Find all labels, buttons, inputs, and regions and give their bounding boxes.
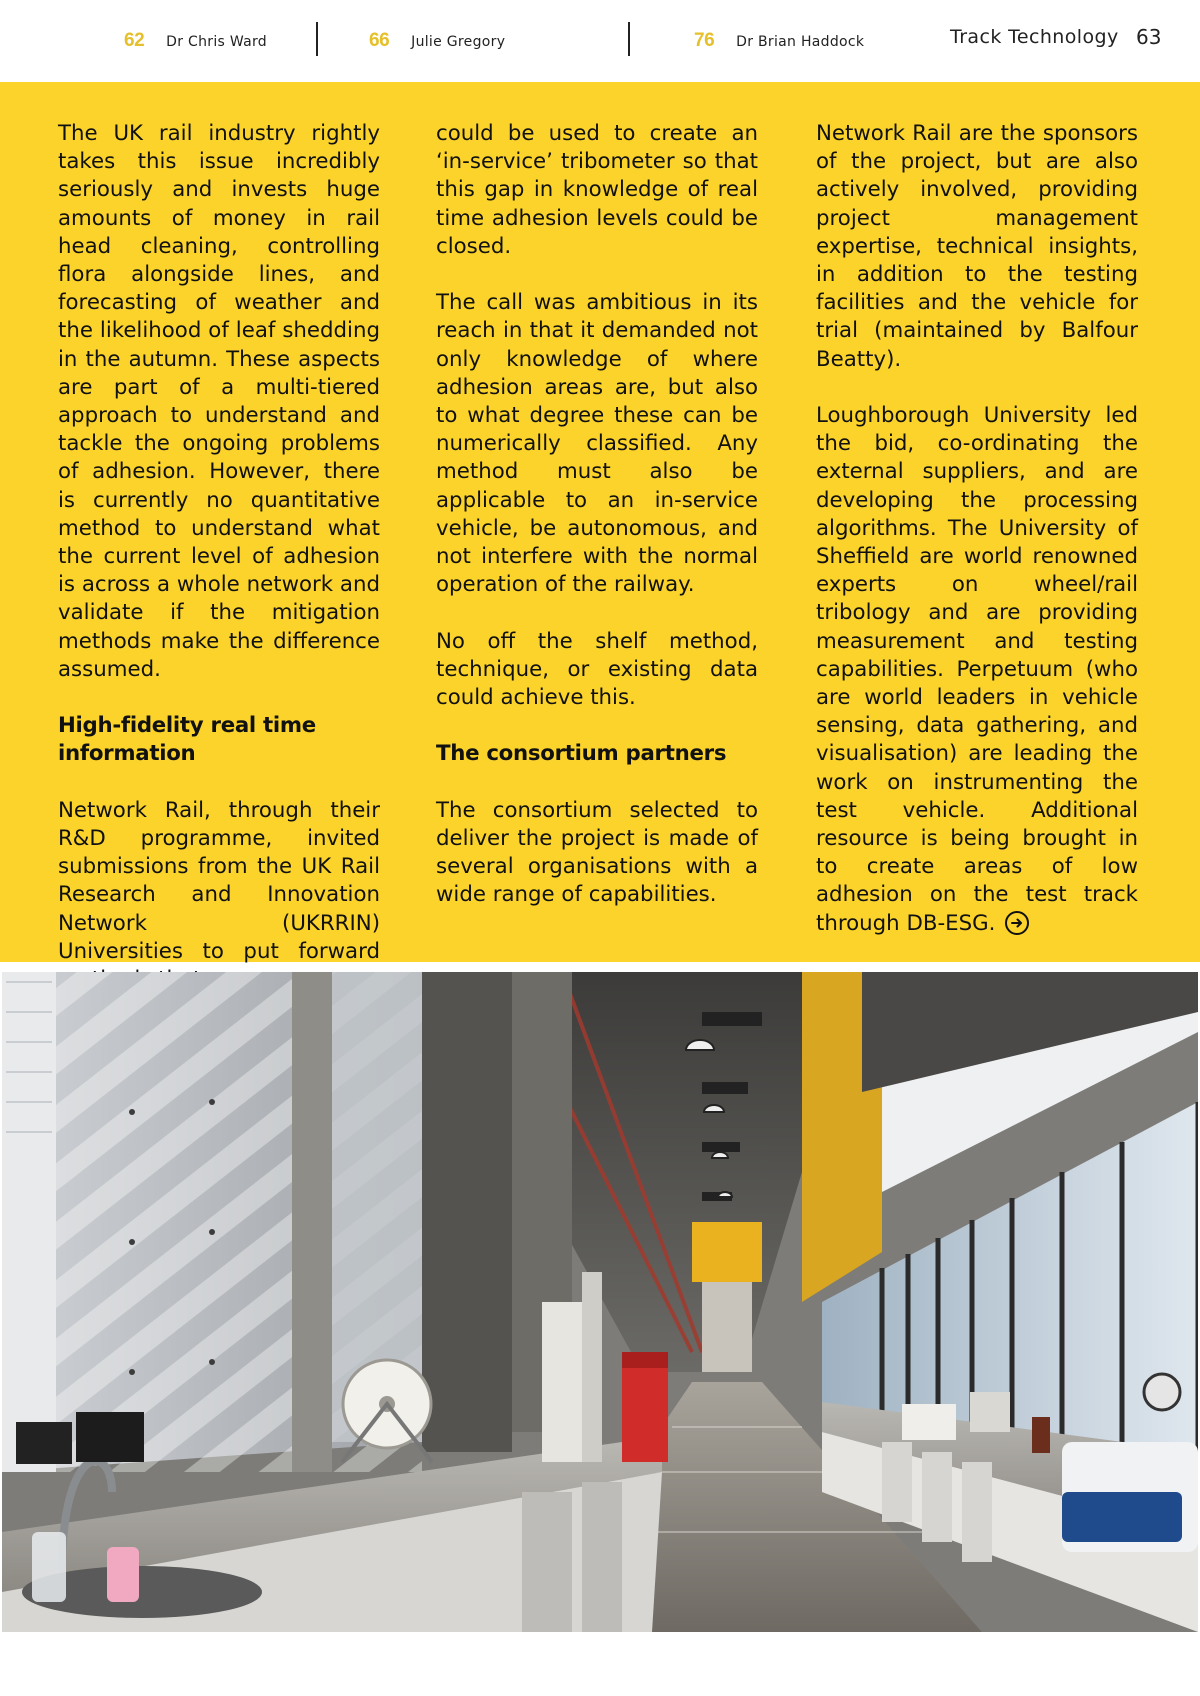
- nav-author-name: Dr Chris Ward: [166, 34, 267, 50]
- nav-page-number: 62: [124, 30, 145, 51]
- nav-page-number: 66: [369, 30, 390, 51]
- paragraph: Network Rail are the sponsors of the project, but are also actively involved, providing project management expertise, technical insights, in addition to the testing facilities and the vehicle for trial (maintained by Balfour Beatty).: [816, 121, 1138, 372]
- section-title: Track Technology: [950, 26, 1119, 48]
- article-column-3: [816, 120, 1138, 938]
- subheading-high-fidelity: High-fidelity real time information: [58, 713, 316, 767]
- laboratory-photo: [2, 972, 1198, 1632]
- paragraph: The UK rail industry rightly takes this issue incredibly seriously and invests huge amounts of money in rail head cleaning, controlling flora alongside lines, and forecasting of weather and the likelihood of leaf shedding in the autumn. These aspects are part of a multi-tiered approach to understand and tackle the ongoing problems of adhesion. However, there is currently no quantitative method to understand what the current level of adhesion is across a whole network and validate if the mitigation methods make the difference assumed.: [58, 121, 380, 682]
- page-number: 63: [1136, 25, 1162, 49]
- article-body: [0, 82, 1200, 962]
- nav-link-dr-chris-ward[interactable]: [124, 30, 267, 58]
- subheading-consortium-partners: The consortium partners: [436, 741, 727, 767]
- paragraph-text: Loughborough University led the bid, co-ordinating the external suppliers, and are developing the processing algorithms. The University of Sheffield are world renowned experts on wheel/rail tribology and are providing measurement and testing capabilities. Perpetuum (who are world leaders in vehicle sensing, data gathering, and visualisation) are leading the work on instrumenting the test vehicle. Additional resource is being brought in to create areas of low adhesion on the test track through DB-ESG.: [816, 403, 1138, 936]
- nav-page-number: 76: [694, 30, 715, 51]
- paragraph: No off the shelf method, technique, or existing data could achieve this.: [436, 628, 758, 711]
- nav-link-julie-gregory[interactable]: [369, 30, 505, 58]
- paragraph: could be used to create an ‘in-service’ tribometer so that this gap in knowledge of real time adhesion levels could be closed.: [436, 121, 758, 259]
- laboratory-illustration: [2, 972, 1198, 1632]
- article-column-1: [58, 120, 380, 994]
- page-header: [0, 0, 1200, 82]
- paragraph: Network Rail, through their R&D programme, invited submissions from the UK Rail Research and Innovation Network (UKRRIN) Universities to put forward: [58, 797, 380, 964]
- nav-author-name: Dr Brian Haddock: [736, 34, 865, 50]
- nav-link-dr-brian-haddock[interactable]: [694, 30, 864, 58]
- nav-divider: [628, 22, 630, 56]
- arrow-right-circle-icon[interactable]: [1005, 911, 1029, 935]
- nav-author-name: Julie Gregory: [411, 34, 506, 50]
- paragraph: The call was ambitious in its reach in that it demanded not only knowledge of where adhesion areas are, but also to what degree these can be numerically classified. Any method must also be applicable to an in-service vehicle, be autonomous, and not interfere with the normal operation of the railway.: [436, 290, 758, 598]
- paragraph-with-continue: [816, 402, 1138, 938]
- nav-divider: [316, 22, 318, 56]
- article-column-2: [436, 120, 758, 910]
- paragraph: The consortium selected to deliver the project is made of several organisations with a wide range of capabilities.: [436, 797, 758, 908]
